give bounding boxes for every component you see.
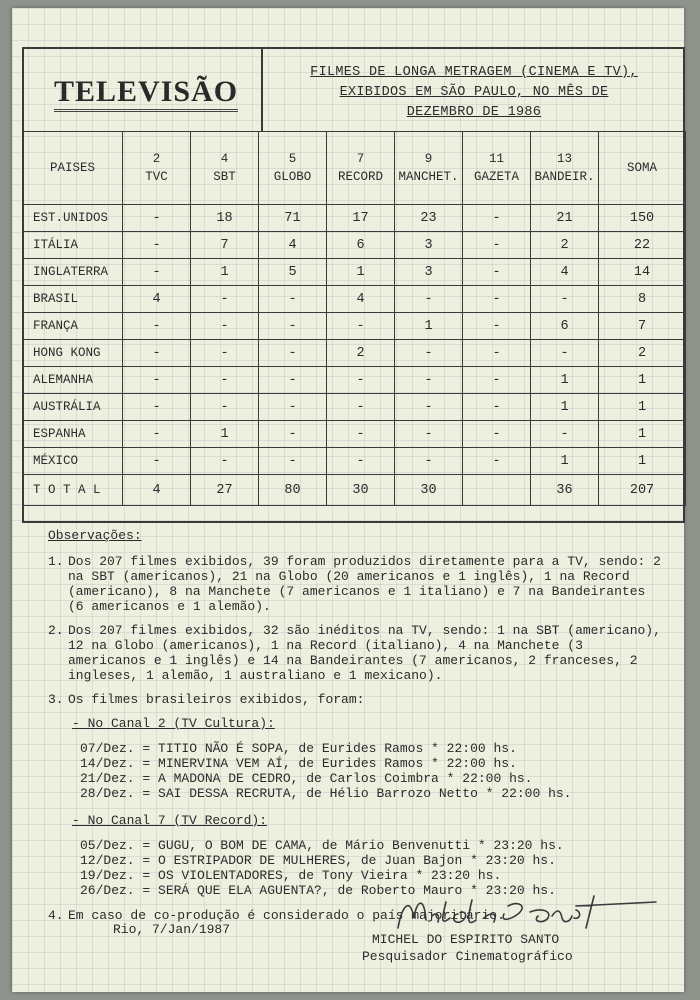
observations-title: Observações: — [48, 528, 142, 543]
count-cell: 36 — [531, 475, 599, 506]
count-cell: - — [327, 394, 395, 421]
count-cell: 18 — [191, 205, 259, 232]
count-cell: 1 — [395, 313, 463, 340]
count-cell: - — [123, 313, 191, 340]
count-cell: 27 — [191, 475, 259, 506]
count-cell: 8 — [599, 286, 686, 313]
count-cell: - — [327, 313, 395, 340]
count-cell: 80 — [259, 475, 327, 506]
count-cell: 14 — [599, 259, 686, 286]
count-cell: 2 — [327, 340, 395, 367]
count-cell: - — [395, 394, 463, 421]
signatory-name: MICHEL DO ESPIRITO SANTO — [372, 932, 560, 947]
count-cell: - — [463, 286, 531, 313]
table-total-row — [23, 475, 686, 506]
header-cell-record: 7 RECORD — [327, 132, 395, 205]
country-cell: T O T A L — [23, 475, 123, 506]
count-cell: 4 — [123, 475, 191, 506]
header-cell-sbt: 4 SBT — [191, 132, 259, 205]
count-cell: 30 — [327, 475, 395, 506]
film-entry: 19/Dez. = OS VIOLENTADORES, de Tony Vieira * 23:20 hs. — [80, 868, 502, 883]
count-cell: - — [191, 340, 259, 367]
count-cell: - — [463, 340, 531, 367]
count-cell: - — [395, 286, 463, 313]
canal-2-heading: - No Canal 2 (TV Cultura): — [72, 716, 275, 731]
header-cell-gazeta: 11 GAZETA — [463, 132, 531, 205]
country-cell: ESPANHA — [23, 421, 123, 448]
count-cell: 5 — [259, 259, 327, 286]
country-cell: MÉXICO — [23, 448, 123, 475]
count-cell: 7 — [599, 313, 686, 340]
count-cell: 22 — [599, 232, 686, 259]
count-cell: - — [327, 421, 395, 448]
films-table — [22, 131, 686, 506]
count-cell: - — [327, 367, 395, 394]
count-cell: 1 — [191, 421, 259, 448]
count-cell: - — [259, 313, 327, 340]
count-cell: - — [123, 340, 191, 367]
table-row — [23, 340, 686, 367]
count-cell: - — [123, 394, 191, 421]
count-cell: 23 — [395, 205, 463, 232]
country-cell: EST.UNIDOS — [23, 205, 123, 232]
count-cell: - — [123, 367, 191, 394]
title-line-2: EXIBIDOS EM SÃO PAULO, NO MÊS DE — [339, 85, 609, 100]
count-cell: - — [259, 367, 327, 394]
observation-item-3: 3. Os filmes brasileiros exibidos, foram: — [48, 692, 365, 707]
film-entry: 07/Dez. = TITIO NÃO É SOPA, de Eurides Ramos * 22:00 hs. — [80, 741, 517, 756]
table-row — [23, 205, 686, 232]
header-cell-globo: 5 GLOBO — [259, 132, 327, 205]
count-cell: 4 — [531, 259, 599, 286]
count-cell: 150 — [599, 205, 686, 232]
film-entry: 05/Dez. = GUGU, O BOM DE CAMA, de Mário Benvenutti * 23:20 hs. — [80, 838, 564, 853]
count-cell: 1 — [531, 367, 599, 394]
count-cell: 21 — [531, 205, 599, 232]
count-cell: 1 — [599, 394, 686, 421]
count-cell: - — [531, 421, 599, 448]
count-cell: - — [327, 448, 395, 475]
count-cell: - — [395, 448, 463, 475]
count-cell: 17 — [327, 205, 395, 232]
header-cell-manchete: 9 MANCHET. — [395, 132, 463, 205]
count-cell: 30 — [395, 475, 463, 506]
count-cell: 71 — [259, 205, 327, 232]
count-cell: 4 — [259, 232, 327, 259]
table-row — [23, 367, 686, 394]
observation-item-1: 1. Dos 207 filmes exibidos, 39 foram produzidos diretamente para a TV, sendo: 2 na SBT (americanos), 21 na Globo (20 americanos e 1 inglês), 1 na Record (americano), 8 na Manchete (7 americanos e 1 italiano) e 7 na Bandeirantes (6 americanos e 1 alemão). — [48, 554, 661, 614]
film-entry: 26/Dez. = SERÁ QUE ELA AGUENTA?, de Roberto Mauro * 23:20 hs. — [80, 883, 556, 898]
count-cell: 207 — [599, 475, 686, 506]
count-cell: - — [191, 286, 259, 313]
country-cell: FRANÇA — [23, 313, 123, 340]
count-cell: 2 — [599, 340, 686, 367]
handwritten-signature — [380, 888, 660, 936]
count-cell: - — [463, 232, 531, 259]
count-cell: 1 — [599, 367, 686, 394]
count-cell: - — [531, 286, 599, 313]
count-cell: 2 — [531, 232, 599, 259]
film-entry: 14/Dez. = MINERVINA VEM AÍ, de Eurides Ramos * 22:00 hs. — [80, 756, 517, 771]
count-cell: - — [191, 394, 259, 421]
count-cell: 6 — [327, 232, 395, 259]
count-cell: 3 — [395, 259, 463, 286]
observation-item-2: 2. Dos 207 filmes exibidos, 32 são inéditos na TV, sendo: 1 na SBT (americano), 12 na Globo (americanos), 1 na Record (italiano), 4 na Manchete (3 americanos e 1 inglês) e 14 na Bandeirantes (7 americanos, 2 franceses, 2 ingleses, 1 alemão, 1 australiano e 1 mexicano). — [48, 623, 661, 683]
canal-7-heading: - No Canal 7 (TV Record): — [72, 813, 268, 828]
count-cell: - — [123, 205, 191, 232]
header-logo-cell — [24, 49, 263, 131]
header-cell-bandeirantes: 13 BANDEIR. — [531, 132, 599, 205]
count-cell: - — [191, 313, 259, 340]
count-cell: - — [259, 394, 327, 421]
count-cell: 1 — [531, 394, 599, 421]
signatory-role: Pesquisador Cinematográfico — [362, 949, 573, 964]
count-cell: - — [531, 340, 599, 367]
country-cell: ALEMANHA — [23, 367, 123, 394]
count-cell: - — [463, 205, 531, 232]
count-cell: - — [123, 259, 191, 286]
count-cell: 1 — [599, 448, 686, 475]
count-cell: 4 — [123, 286, 191, 313]
count-cell: - — [123, 421, 191, 448]
header-cell-countries: PAISES — [23, 132, 123, 205]
table-row — [23, 259, 686, 286]
table-row — [23, 421, 686, 448]
count-cell: - — [395, 421, 463, 448]
table-row — [23, 232, 686, 259]
count-cell: 7 — [191, 232, 259, 259]
count-cell: - — [463, 313, 531, 340]
table-row — [23, 286, 686, 313]
table-header-row — [23, 132, 686, 205]
count-cell — [463, 475, 531, 506]
table-row — [23, 394, 686, 421]
count-cell: - — [259, 421, 327, 448]
country-cell: AUSTRÁLIA — [23, 394, 123, 421]
header-cell-tvc: 2 TVC — [123, 132, 191, 205]
observations-section — [48, 528, 668, 932]
country-cell: ITÁLIA — [23, 232, 123, 259]
header-box — [22, 47, 685, 131]
count-cell: - — [463, 421, 531, 448]
television-logo: TELEVISÃO — [54, 75, 238, 112]
count-cell: - — [463, 259, 531, 286]
table-row — [23, 313, 686, 340]
count-cell: - — [395, 367, 463, 394]
table-row — [23, 448, 686, 475]
country-cell: HONG KONG — [23, 340, 123, 367]
count-cell: 1 — [599, 421, 686, 448]
count-cell: - — [191, 448, 259, 475]
header-cell-sum: SOMA — [599, 132, 686, 205]
count-cell: - — [463, 367, 531, 394]
country-cell: BRASIL — [23, 286, 123, 313]
count-cell: - — [395, 340, 463, 367]
count-cell: - — [463, 394, 531, 421]
country-cell: INGLATERRA — [23, 259, 123, 286]
place-date: Rio, 7/Jan/1987 — [113, 922, 231, 937]
count-cell: 1 — [531, 448, 599, 475]
count-cell: - — [259, 286, 327, 313]
count-cell: 3 — [395, 232, 463, 259]
count-cell: 1 — [327, 259, 395, 286]
count-cell: - — [259, 448, 327, 475]
title-line-3: DEZEMBRO DE 1986 — [406, 105, 542, 120]
count-cell: 6 — [531, 313, 599, 340]
film-entry: 28/Dez. = SAI DESSA RECRUTA, de Hélio Barrozo Netto * 22:00 hs. — [80, 786, 572, 801]
count-cell: - — [191, 367, 259, 394]
count-cell: 4 — [327, 286, 395, 313]
film-entry: 12/Dez. = O ESTRIPADOR DE MULHERES, de Juan Bajon * 23:20 hs. — [80, 853, 556, 868]
observation-item-4: 4. Em caso de co-produção é considerado o país majoritário. — [48, 908, 505, 923]
title-line-1: FILMES DE LONGA METRAGEM (CINEMA E TV), — [310, 65, 638, 80]
film-entry: 21/Dez. = A MADONA DE CEDRO, de Carlos Coimbra * 22:00 hs. — [80, 771, 533, 786]
count-cell: - — [123, 232, 191, 259]
count-cell: - — [463, 448, 531, 475]
count-cell: 1 — [191, 259, 259, 286]
count-cell: - — [259, 340, 327, 367]
document-title — [274, 63, 674, 123]
count-cell: - — [123, 448, 191, 475]
